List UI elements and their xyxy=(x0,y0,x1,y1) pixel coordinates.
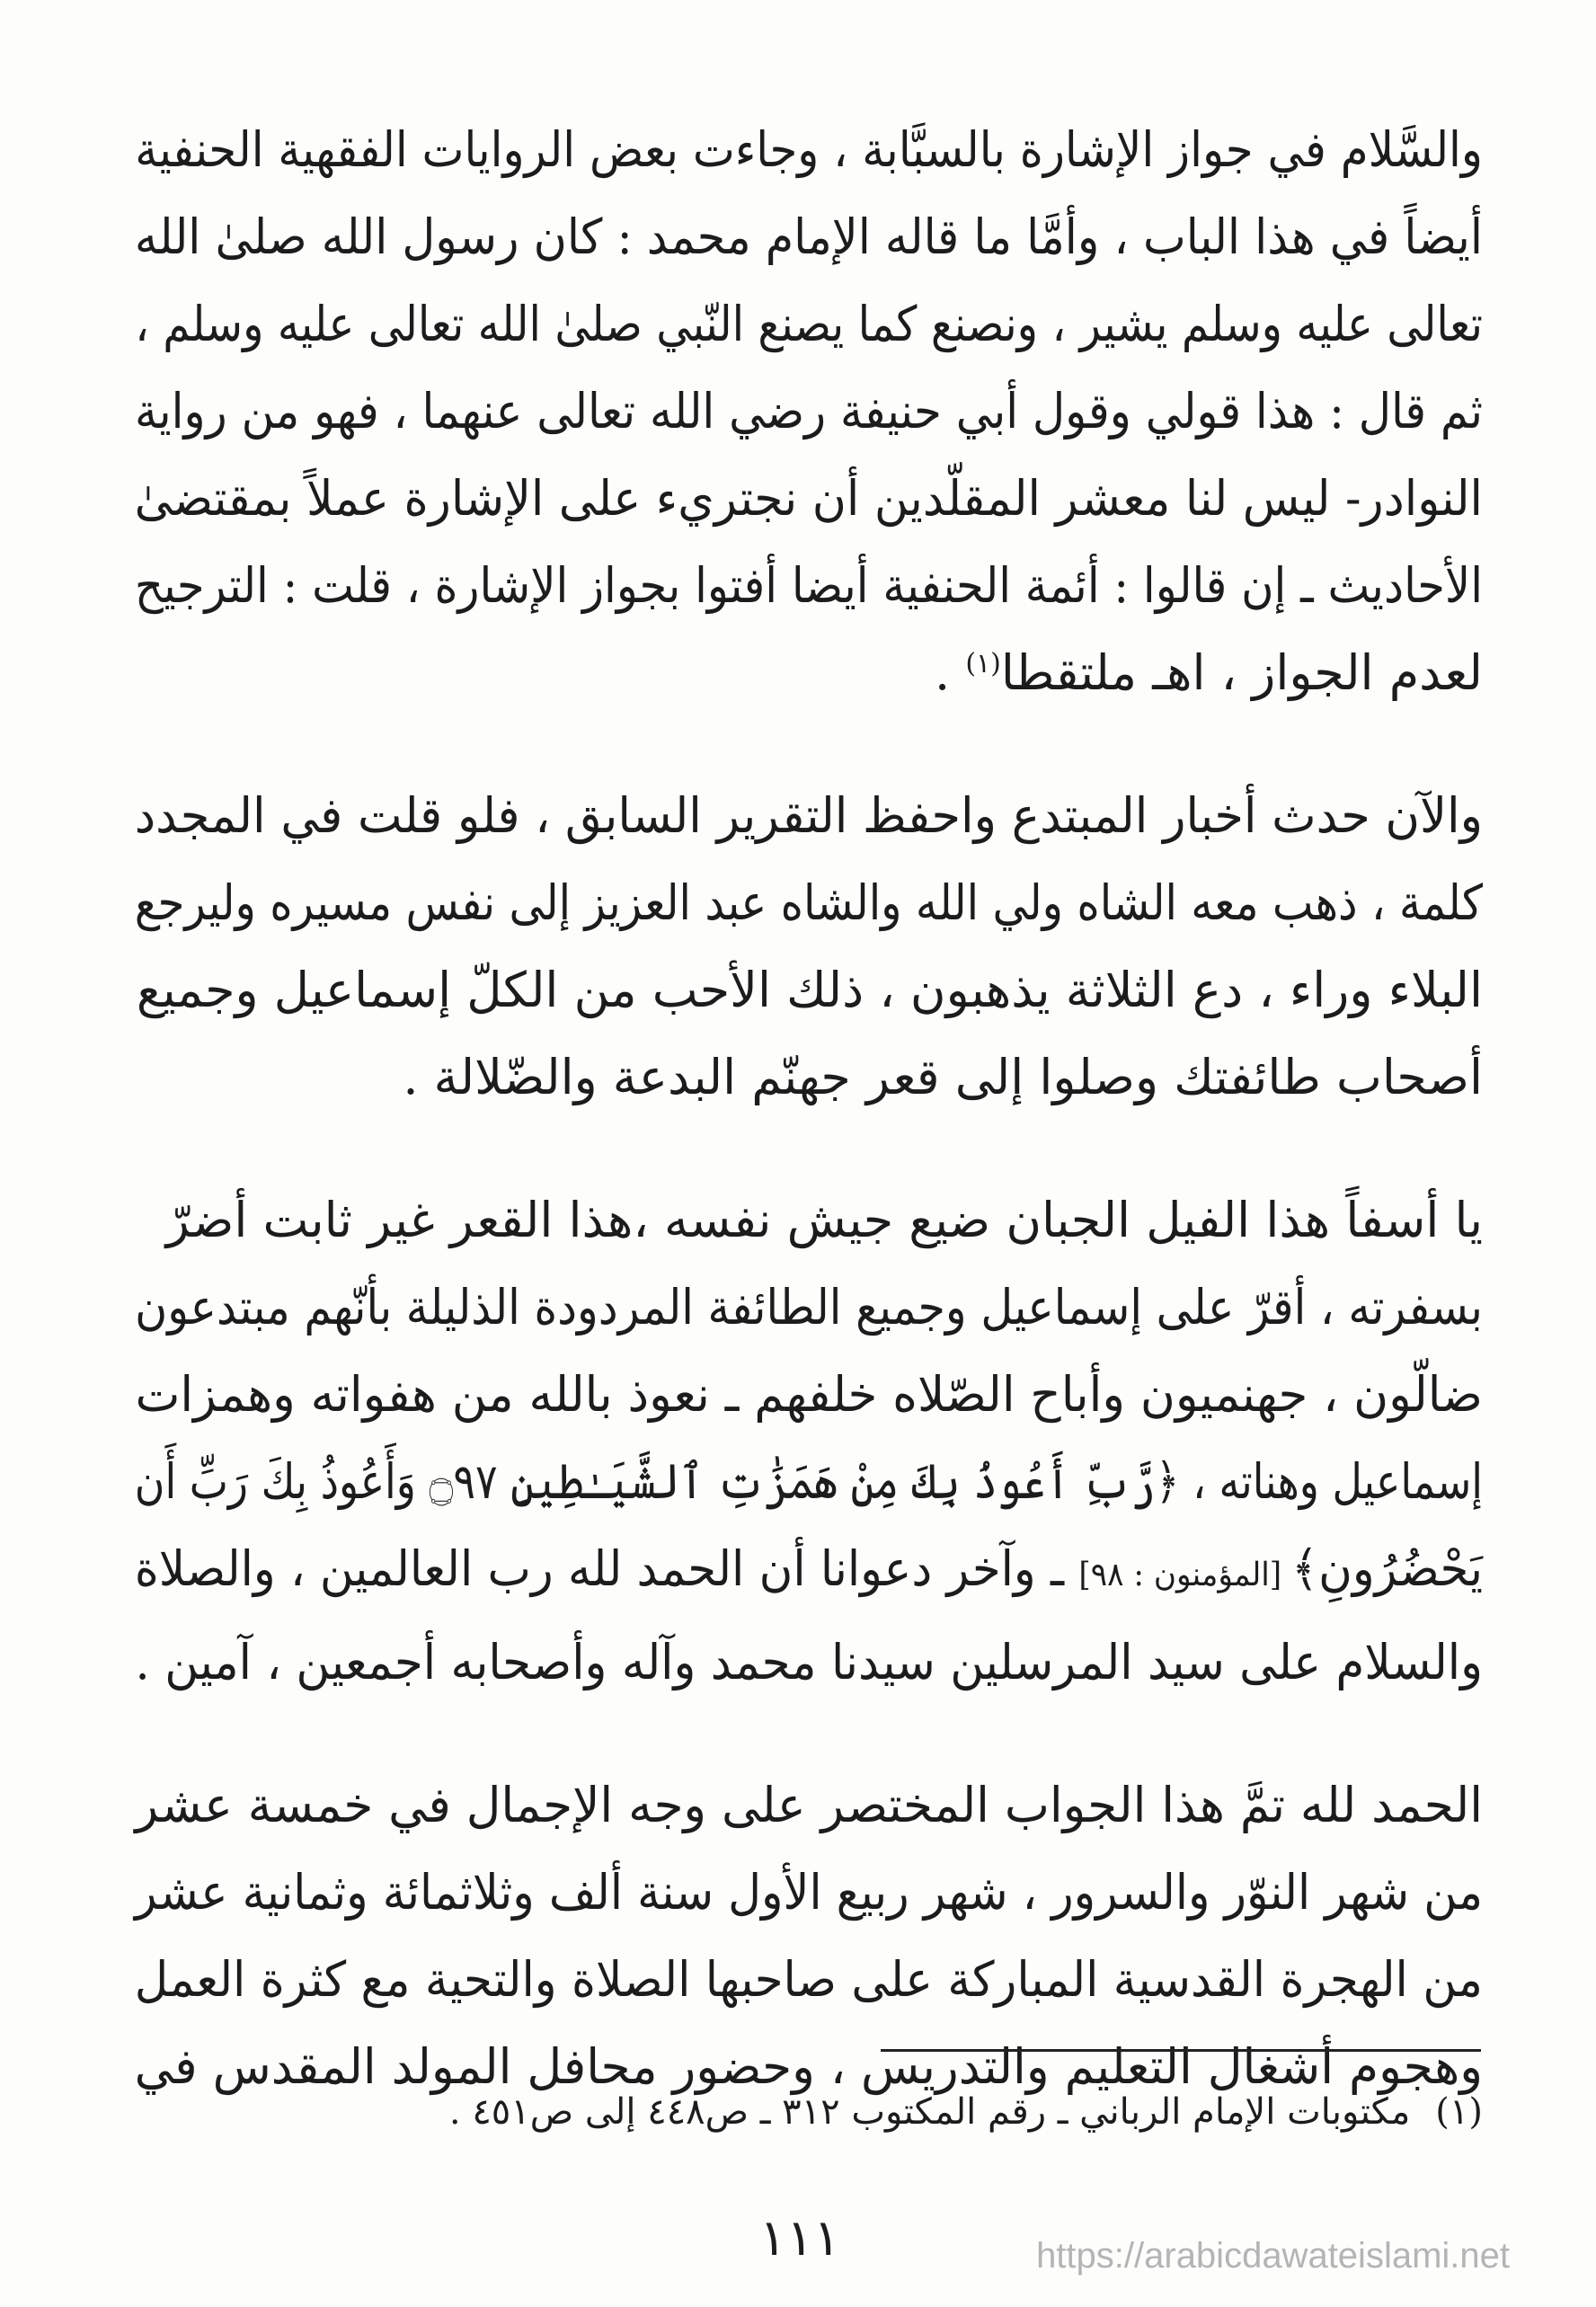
text-line: بسفرته ، أقرّ على إسماعيل وجميع الطائفة المردودة الذليلة بأنّهم مبتدعون xyxy=(135,1279,1483,1335)
paragraph-2 xyxy=(135,772,1483,1121)
text-line: من شهر النوّر والسرور ، شهر ربيع الأول سنة ألف وثلاثمائة وثمانية عشر xyxy=(134,1864,1483,1921)
footnote-reference: (١) xyxy=(965,648,1001,679)
text-fragment: إسماعيل وهناته ، xyxy=(1179,1453,1483,1510)
quran-verse-end: يَحْضُرُونِ﴾ xyxy=(1291,1540,1483,1597)
text-line: ضالّون ، جهنميون وأباح الصّلاه خلفهم ـ نعوذ بالله من هفواته وهمزات xyxy=(135,1366,1484,1423)
text-line: والسلام على سيد المرسلين سيدنا محمد وآله وأصحابه أجمعين ، آمين . xyxy=(135,1634,1484,1690)
quran-verse: ﴿رَّبِّ أَعُوذُ بِكَ مِنْ هَمَزَٰتِ ٱلشَّيَـٰطِينِ ۝٩٧ وَأَعُوذُ بِكَ رَبِّ أَن xyxy=(134,1453,1180,1510)
text-fragment: لعدم الجواز ، اهـ ملتقطا xyxy=(1000,644,1483,701)
footnote-number: (١) xyxy=(1435,2091,1483,2133)
watermark-url[interactable]: https://arabicdawateislami.net xyxy=(1036,2236,1510,2276)
text-line: يا أسفاً هذا الفيل الجبان ضيع جيش نفسه ،هذا القعر غير ثابت أضرّ xyxy=(165,1192,1483,1248)
paragraph-3 xyxy=(135,1176,1483,1706)
text-line: أصحاب طائفتك وصلوا إلى قعر جهنّم البدعة والضّلالة . xyxy=(403,1049,1483,1105)
paragraph-1 xyxy=(135,106,1483,716)
text-line-with-quran xyxy=(134,1438,1483,1525)
quran-reference: [المؤمنون : ٩٨] xyxy=(1078,1557,1292,1593)
footnote xyxy=(135,2085,1483,2139)
text-line: أيضاً في هذا الباب ، وأمَّا ما قاله الإمام محمد : كان رسول الله صلىٰ الله xyxy=(134,209,1483,265)
text-line: وهجوم أشغال التعليم والتدريس ، وحضور محافل المولد المقدس في xyxy=(134,2038,1484,2095)
paragraph-4 xyxy=(135,1761,1483,2110)
text-line-last xyxy=(135,629,1483,716)
text-line: تعالى عليه وسلم يشير ، ونصنع كما يصنع النّبي صلىٰ الله تعالى عليه وسلم ، xyxy=(135,296,1484,352)
main-text xyxy=(135,106,1483,2110)
text-line-with-quran-end xyxy=(134,1525,1483,1619)
text-line: والآن حدث أخبار المبتدع واحفظ التقرير السابق ، فلو قلت في المجدد xyxy=(134,787,1483,844)
footnote-divider xyxy=(881,2049,1481,2052)
text-line: النوادر- ليس لنا معشر المقلّدين أن نجتريء على الإشارة عملاً بمقتضىٰ xyxy=(134,470,1483,527)
text-line: البلاء وراء ، دع الثلاثة يذهبون ، ذلك الأحب من الكلّ إسماعيل وجميع xyxy=(136,962,1483,1018)
text-line: من الهجرة القدسية المباركة على صاحبها الصلاة والتحية مع كثرة العمل xyxy=(134,1951,1483,2008)
page-number: ١١١ xyxy=(758,2209,841,2267)
text-line: ثم قال : هذا قولي وقول أبي حنيفة رضي الله تعالى عنهما ، فهو من رواية xyxy=(135,383,1483,439)
text-line: والسَّلام في جواز الإشارة بالسبَّابة ، وجاءت بعض الروايات الفقهية الحنفية xyxy=(135,121,1484,178)
text-fragment: ـ وآخر دعوانا أن الحمد لله رب العالمين ، والصلاة xyxy=(134,1540,1079,1597)
text-line: الأحاديث ـ إن قالوا : أئمة الحنفية أيضا أفتوا بجواز الإشارة ، قلت : الترجيح xyxy=(134,557,1483,614)
text-line: كلمة ، ذهب معه الشاه ولي الله والشاه عبد العزيز إلى نفس مسيره وليرجع xyxy=(134,874,1483,931)
footnote-text: مكتوبات الإمام الرباني ـ رقم المكتوب ٣١٢ ـ ص٤٤٨ إلى ص٤٥١ . xyxy=(448,2091,1411,2133)
text-fragment: . xyxy=(934,644,966,701)
text-line: الحمد لله تمَّ هذا الجواب المختصر على وجه الإجمال في خمسة عشر xyxy=(135,1777,1483,1833)
